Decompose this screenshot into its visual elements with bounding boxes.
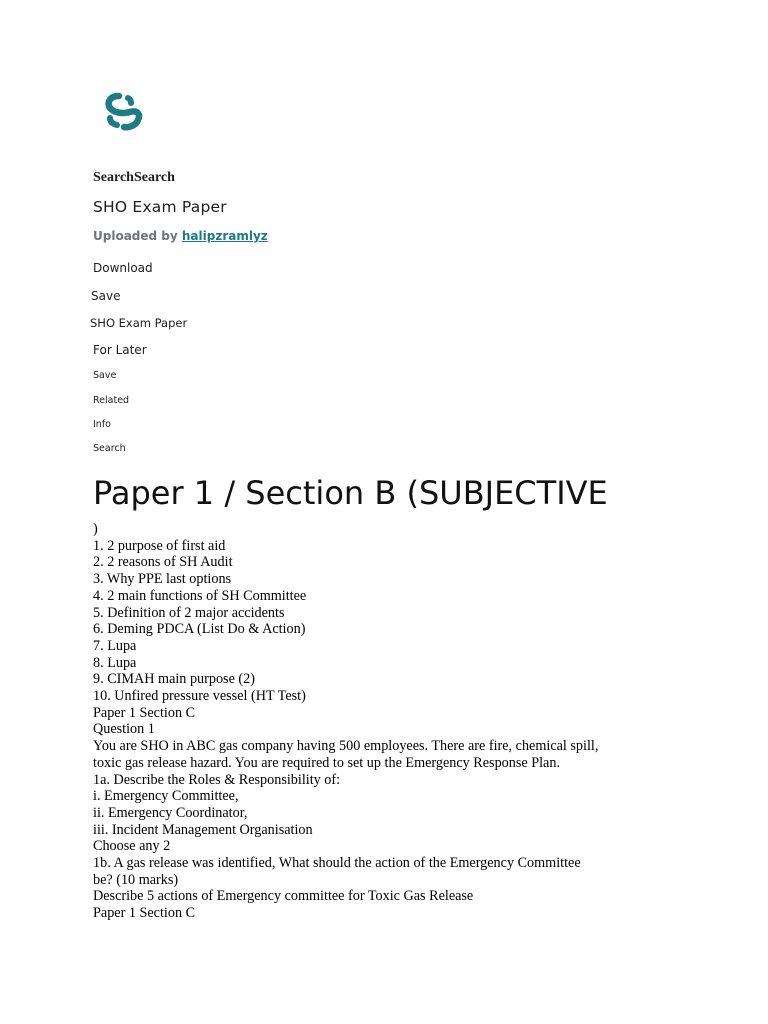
text-line: You are SHO in ABC gas company having 500 employees. There are fire, chemical spill, (93, 738, 599, 755)
text-line: 1a. Describe the Roles & Responsibility of: (93, 771, 341, 788)
document-title: SHO Exam Paper (93, 198, 227, 216)
text-line: i. Emergency Committee, (93, 788, 239, 805)
info-tab[interactable]: Info (93, 419, 111, 430)
uploaded-by (93, 229, 268, 243)
document-title-repeat: SHO Exam Paper (90, 316, 188, 330)
search-button[interactable]: SearchSearch (93, 170, 175, 185)
related-tab[interactable]: Related (93, 395, 130, 406)
text-line: 9. CIMAH main purpose (2) (93, 671, 255, 688)
text-line: 4. 2 main functions of SH Committee (93, 587, 307, 604)
scribd-logo-icon[interactable] (97, 84, 149, 136)
text-line: Paper 1 Section C (93, 905, 196, 922)
text-line: toxic gas release hazard. You are required to set up the Emergency Response Plan. (93, 754, 560, 771)
text-line: iii. Incident Management Organisation (93, 821, 313, 838)
text-line: 6. Deming PDCA (List Do & Action) (93, 621, 306, 638)
text-line: ii. Emergency Coordinator, (93, 804, 248, 821)
text-line: be? (10 marks) (93, 871, 179, 888)
page-heading: Paper 1 / Section B (SUBJECTIVE (93, 474, 608, 512)
save-tab[interactable]: Save (93, 370, 117, 381)
text-line: 2. 2 reasons of SH Audit (93, 554, 233, 571)
text-line: 1. 2 purpose of first aid (93, 537, 226, 554)
text-line: Describe 5 actions of Emergency committee for Toxic Gas Release (93, 888, 474, 905)
text-line: 5. Definition of 2 major accidents (93, 604, 285, 621)
text-line: ) (93, 521, 98, 537)
text-line: 7. Lupa (93, 637, 137, 654)
text-line: Choose any 2 (93, 838, 171, 855)
text-line: Question 1 (93, 721, 155, 738)
document-body (93, 521, 693, 922)
text-line: 8. Lupa (93, 654, 137, 671)
search-tab[interactable]: Search (93, 443, 126, 454)
text-line: Paper 1 Section C (93, 704, 196, 721)
text-line: 3. Why PPE last options (93, 571, 232, 588)
uploaded-by-prefix: Uploaded by (93, 229, 178, 243)
text-line: 1b. A gas release was identified, What should the action of the Emergency Committee (93, 855, 581, 872)
save-for-later-button[interactable]: For Later (93, 343, 147, 357)
save-button[interactable]: Save (91, 289, 121, 303)
download-button[interactable]: Download (93, 261, 153, 275)
text-line: 10. Unfired pressure vessel (HT Test) (93, 688, 306, 705)
uploader-link[interactable]: halipzramlyz (181, 229, 268, 243)
